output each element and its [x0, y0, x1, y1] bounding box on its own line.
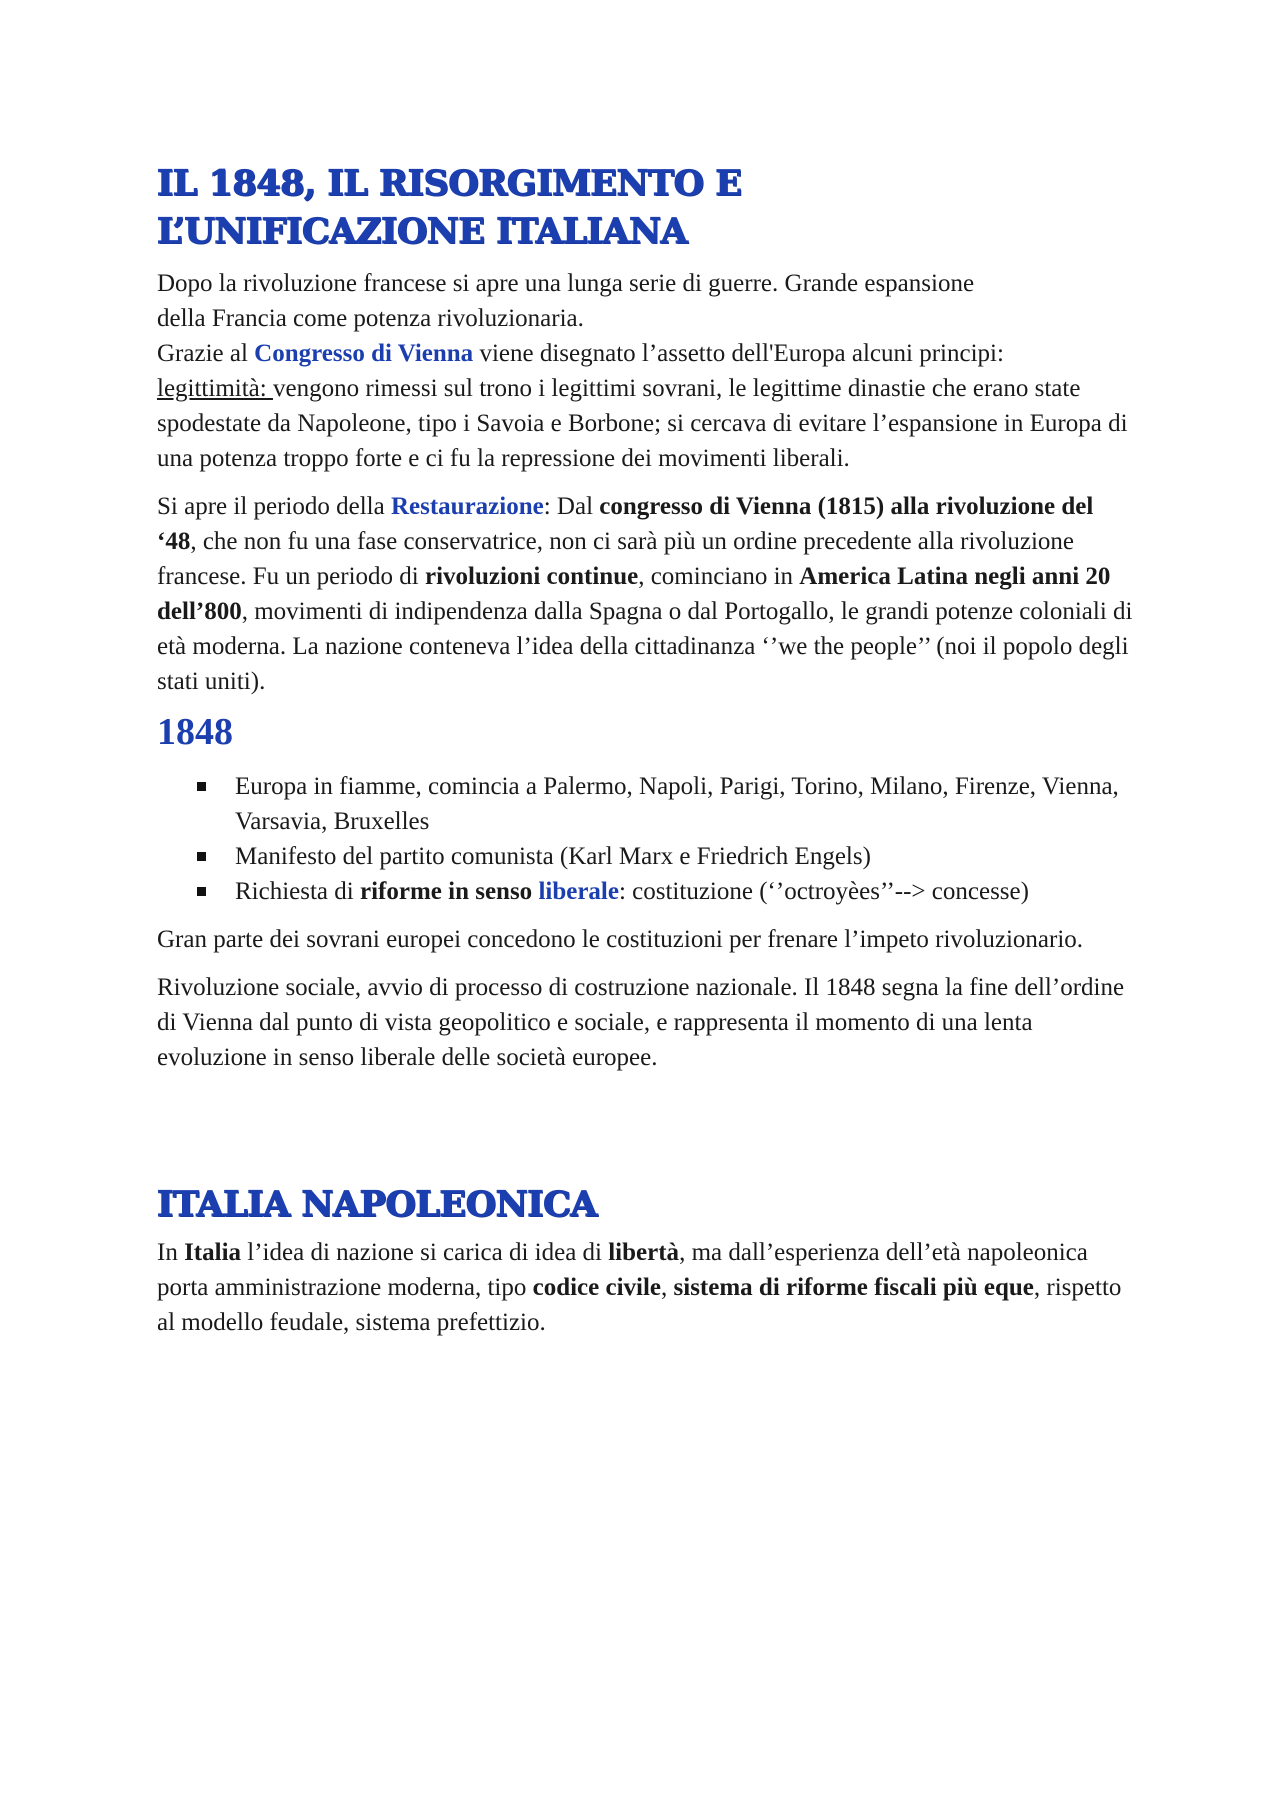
np-comma: , — [661, 1274, 674, 1301]
congress-term: Congresso di Vienna — [254, 340, 474, 367]
bullet-square-icon — [197, 782, 206, 791]
legitimacy-term: legittimità: — [157, 375, 273, 402]
intro-line1: Dopo la rivoluzione francese si apre una lunga serie di guerre. Grande espansione — [157, 270, 975, 297]
main-title-line2: L’UNIFICAZIONE ITALIANA — [157, 211, 688, 252]
list-item — [157, 874, 1137, 909]
section-heading-1848: 1848 — [157, 711, 233, 753]
congress-suffix: viene disegnato l’assetto dell'Europa alcuni principi: — [473, 340, 1004, 367]
np-text3: , rispetto al modello feudale, sistema prefettizio. — [157, 1274, 1122, 1336]
list-item — [157, 769, 1137, 839]
congress-prefix: Grazie al — [157, 340, 255, 367]
intro-line2: della Francia come potenza rivoluzionaria. — [157, 305, 584, 332]
list-item-text: Europa in fiamme, comincia a Palermo, Napoli, Parigi, Torino, Milano, Firenze, Vienna, Varsavia, Bruxelles — [235, 773, 1119, 835]
main-title-line1: IL 1848, IL RISORGIMENTO E — [157, 163, 742, 204]
np-text2: , ma dall’esperienza dell’età napoleonica porta amministrazione moderna, tipo — [157, 1239, 1088, 1301]
main-title — [157, 160, 1137, 256]
restoration-text: , che non fu una fase conservatrice, non ci sarà più un ordine precedente alla rivoluzione francese. Fu un periodo di — [157, 528, 1074, 590]
bullet-square-icon — [197, 852, 206, 861]
list-item — [157, 839, 1137, 874]
napoleonic-italy-paragraph — [157, 1235, 1137, 1340]
sovereigns-paragraph: Gran parte dei sovrani europei concedono le costituzioni per frenare l’impeto rivoluzionario. — [157, 926, 1084, 953]
list-item-text: Richiesta di — [235, 878, 360, 905]
restoration-text3: , movimenti di indipendenza dalla Spagna o dal Portogallo, le grandi potenze coloniali di età moderna. La nazione conteneva l’idea della cittadinanza ‘’we the people’’ (noi il popolo degli stati uniti). — [157, 598, 1133, 695]
congress-vienna-bold: congresso di Vienna (1815) alla rivoluzione del ‘48 — [157, 493, 1094, 555]
latin-america-bold: America Latina negli anni 20 dell’800 — [157, 563, 1111, 625]
liberal-term: liberale — [538, 878, 619, 905]
document-page — [157, 160, 1137, 1340]
bullet-list — [157, 769, 1137, 909]
bullet-square-icon — [197, 887, 206, 896]
intro-paragraph — [157, 266, 1137, 476]
italia-bold: Italia — [184, 1239, 242, 1266]
restoration-colon: : Dal — [543, 493, 600, 520]
continuous-revolutions-bold: rivoluzioni continue — [424, 563, 639, 590]
section-title-italia-napoleonica: ITALIA NAPOLEONICA — [157, 1184, 598, 1225]
legitimacy-text: vengono rimessi sul trono i legittimi sovrani, le legittime dinastie che erano state spodestate da Napoleone, tipo i Savoia e Borbone; si cercava di evitare l’espansione in Europa di una potenza troppo forte e ci fu la repressione dei movimenti liberali. — [157, 375, 1128, 472]
list-item-text: Manifesto del partito comunista (Karl Marx e Friedrich Engels) — [235, 843, 871, 870]
restoration-term: Restaurazione — [390, 493, 544, 520]
restoration-paragraph — [157, 489, 1137, 699]
restoration-prefix: Si apre il periodo della — [157, 493, 391, 520]
reforms-bold: riforme in senso — [359, 878, 539, 905]
np-prefix: In — [157, 1239, 185, 1266]
civil-code-bold: codice civile — [532, 1274, 662, 1301]
fiscal-reforms-bold: sistema di riforme fiscali più eque — [673, 1274, 1034, 1301]
restoration-text2: , cominciano in — [638, 563, 800, 590]
list-item-text-suffix: : costituzione (‘’octroyèes’’--> concesse) — [618, 878, 1029, 905]
social-revolution-paragraph: Rivoluzione sociale, avvio di processo di costruzione nazionale. Il 1848 segna la fine dell’ordine di Vienna dal punto di vista geopolitico e sociale, e rappresenta il momento di una lenta evoluzione in senso liberale delle società europee. — [157, 974, 1125, 1071]
np-text: l’idea di nazione si carica di idea di — [241, 1239, 609, 1266]
liberta-bold: libertà — [608, 1239, 680, 1266]
